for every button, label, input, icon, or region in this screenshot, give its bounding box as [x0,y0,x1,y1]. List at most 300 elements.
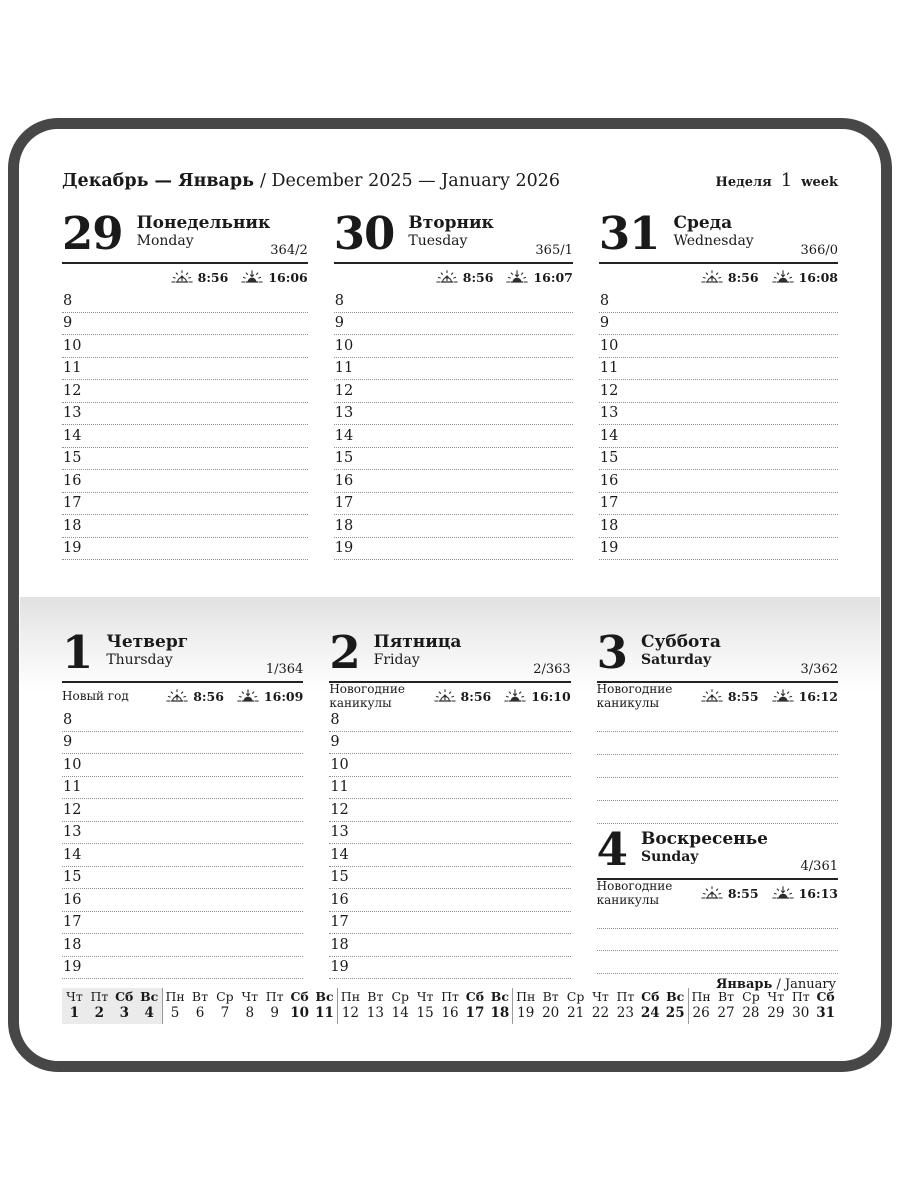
sun-times-row [62,683,303,709]
mini-cal-weekday: Вт [542,989,559,1004]
mini-cal-date: 8 [245,1005,255,1021]
hour-line-14 [599,425,838,448]
hour-label: 9 [334,315,344,331]
sunrise-time: 8:55 [727,688,759,704]
day-name-en: Saturday [640,652,712,668]
mini-cal-date: 9 [270,1005,279,1021]
hour-lines [334,290,573,560]
day-of-year: 2/363 [533,662,571,677]
hour-line-15 [599,448,838,471]
mini-cal-day-28 [738,988,763,1024]
hour-label: 12 [330,801,349,818]
day-names [641,829,801,865]
mini-cal-day-9 [262,988,287,1024]
mini-cal-date: 18 [490,1005,510,1021]
day-names [408,213,535,249]
weekend-column [596,626,838,992]
mini-cal-weekday: Сб [290,989,309,1004]
mini-cal-date: 30 [792,1005,810,1021]
hour-label: 10 [63,756,82,773]
hour-line-12 [334,380,573,403]
mini-cal-date: 25 [665,1005,685,1021]
mini-cal-date: 6 [195,1005,205,1021]
sunrise-time: 8:56 [193,688,224,704]
day-block-mon-29 [62,207,308,560]
hour-line-12 [62,799,303,822]
hour-line-13 [599,403,838,426]
mini-cal-day-17 [463,988,488,1024]
hour-label: 15 [599,450,619,466]
week-label-ru: Неделя [715,175,772,190]
hour-line-9 [599,313,838,336]
day-names [641,632,801,668]
day-of-year: 4/361 [800,859,838,874]
hour-label: 13 [599,405,619,421]
note-lines [597,906,838,974]
day-of-year: 1/364 [265,662,304,677]
sun-times-row [597,880,838,906]
hour-line-10 [599,335,838,358]
mini-cal-weekday: Вт [367,989,384,1004]
hour-line-12 [62,380,308,403]
hour-label: 8 [330,711,340,728]
hour-line-11 [62,358,308,381]
mini-cal-day-8 [237,988,262,1024]
mini-cal-date: 16 [441,1005,459,1021]
day-header [596,626,838,683]
mini-cal-date: 28 [742,1005,760,1021]
day-header [62,626,304,683]
sunrise-time: 8:56 [727,269,759,285]
mini-cal-date: 15 [416,1005,434,1021]
sunset-time: 16:06 [268,269,308,285]
day-header [596,823,838,880]
mini-cal-weekday: Чт [767,989,785,1004]
hour-line-8 [334,290,573,313]
hour-label: 10 [334,337,354,354]
blank-line [597,778,838,801]
mini-cal-day-10 [287,988,312,1024]
hour-label: 14 [330,846,349,863]
mini-cal-weekday: Чт [241,989,259,1004]
hour-label: 17 [330,914,349,930]
week-number: 1 [780,170,793,191]
hour-label: 15 [334,450,354,466]
mini-cal-day-5 [163,988,188,1024]
day-name-en: Friday [373,652,420,668]
sunrise-icon [171,270,193,285]
hour-line-19 [62,538,308,561]
mini-cal-date: 4 [144,1005,154,1021]
mini-cal-weekday: Вс [140,989,159,1004]
hour-line-8 [329,709,570,732]
day-names [106,632,266,668]
day-of-year: 364/2 [270,243,308,258]
sunset-icon [506,270,528,285]
hour-lines [62,709,303,979]
hour-line-17 [599,493,838,516]
sun-times-row [597,683,838,709]
hour-label: 9 [63,734,73,750]
hour-label: 12 [334,382,354,399]
sunset-icon [504,689,526,704]
hour-line-11 [334,358,573,381]
hour-line-18 [62,934,303,957]
hour-label: 8 [334,292,344,309]
hour-label: 17 [599,495,619,511]
hour-line-18 [599,515,838,538]
hour-label: 19 [334,540,354,556]
hour-label: 14 [599,427,619,444]
hour-line-9 [334,313,573,336]
hour-line-16 [599,470,838,493]
mini-cal-day-13 [363,988,388,1024]
hour-line-17 [329,912,570,935]
hour-label: 12 [63,382,82,399]
mini-cal-weekday: Пт [616,989,635,1004]
bottom-week-row [62,626,838,992]
hour-line-9 [62,313,308,336]
mini-cal-weekday: Вс [315,989,334,1004]
hour-label: 14 [334,427,354,444]
hour-label: 14 [63,846,82,863]
mini-cal-date: 26 [692,1005,710,1021]
week-label-en: week [801,175,838,190]
hour-label: 18 [334,517,354,534]
mini-cal-day-29 [763,988,788,1024]
mini-cal-weekday: Вт [191,989,209,1004]
day-number: 1 [62,626,93,679]
hour-line-19 [62,957,303,980]
mini-cal-date: 27 [717,1005,735,1021]
day-block-fri-2 [329,626,571,992]
blank-line [597,906,838,929]
mini-cal-weekday: Пн [691,989,711,1004]
mini-cal-weekday: Пн [165,989,185,1004]
hour-line-10 [62,754,303,777]
holiday-label: Новый год [62,689,129,703]
hour-label: 19 [63,540,82,556]
mini-cal-weekday: Чт [66,989,83,1004]
hour-line-9 [62,732,303,755]
hour-line-14 [62,425,308,448]
sun-times-row [329,683,570,709]
mini-cal-date: 12 [341,1005,360,1021]
hour-line-15 [334,448,573,471]
mini-cal-weekday: Ср [391,989,410,1004]
hour-line-16 [62,889,303,912]
day-number: 2 [329,626,360,679]
hour-label: 10 [599,337,619,354]
day-header [598,207,838,264]
day-header [62,207,308,264]
hour-line-13 [329,822,570,845]
day-header [329,626,571,683]
day-number: 3 [596,626,627,679]
mini-cal-date: 5 [170,1005,180,1021]
mini-cal-weekday: Пт [265,989,284,1004]
hour-label: 14 [63,427,82,444]
hour-label: 11 [330,779,349,795]
hour-label: 17 [63,914,82,930]
sunset-time: 16:08 [798,269,838,285]
sunset-time: 16:10 [531,688,571,704]
sunset-icon [241,270,263,285]
sunrise-icon [434,689,456,704]
hour-label: 16 [63,891,82,908]
mini-cal-day-22 [588,988,613,1024]
hour-label: 13 [334,405,354,421]
day-name-ru: Воскресенье [640,829,768,849]
day-names [137,213,271,249]
mini-cal-weekday: Сб [465,989,485,1004]
mini-cal-weekday: Ср [216,989,234,1004]
mini-cal-day-21 [563,988,588,1024]
month-title-en: / December 2025 — January 2026 [260,171,561,191]
hour-line-17 [334,493,573,516]
mini-cal-weekday: Пт [441,989,459,1004]
hour-label: 19 [63,959,82,975]
day-number: 29 [62,207,123,260]
hour-line-18 [62,515,308,538]
day-name-ru: Понедельник [136,213,271,233]
week-indicator [716,170,838,191]
hour-line-10 [329,754,570,777]
hour-label: 11 [599,360,619,376]
day-name-en: Tuesday [408,233,468,249]
hour-line-12 [599,380,838,403]
mini-cal-weekday: Ср [566,989,585,1004]
mini-cal-date: 7 [220,1005,230,1021]
day-name-en: Sunday [640,849,699,865]
hour-line-8 [62,709,303,732]
day-block-tue-30 [333,207,573,560]
day-number: 30 [333,207,395,260]
sunset-icon [237,689,259,704]
mini-cal-day-18 [487,988,513,1024]
mini-cal-day-14 [388,988,413,1024]
mini-cal-weekday: Вт [717,989,735,1004]
hour-label: 16 [330,891,349,908]
hour-label: 15 [63,450,82,466]
mini-cal-date: 31 [816,1005,836,1021]
sunrise-icon [701,270,723,285]
mini-cal-date: 1 [69,1005,80,1021]
hour-line-14 [334,425,573,448]
day-name-ru: Среда [673,213,733,233]
sunset-icon [772,270,794,285]
day-name-ru: Пятница [373,632,462,652]
hour-label: 9 [63,315,73,331]
blank-line [597,801,838,824]
sun-times-row [334,264,573,290]
day-number: 4 [596,823,627,876]
mini-cal-day-16 [438,988,463,1024]
hour-line-19 [599,538,838,561]
day-of-year: 365/1 [535,243,573,258]
hour-line-11 [329,777,570,800]
hour-label: 18 [330,936,349,953]
day-names [374,632,534,668]
holiday-label: Новогодние каникулы [329,682,405,710]
mini-cal-weekday: Вс [490,989,509,1004]
mini-cal-weekday: Ср [742,989,760,1004]
hour-label: 9 [330,734,340,750]
hour-label: 17 [63,495,82,511]
mini-cal-date: 13 [366,1005,384,1021]
day-name-ru: Вторник [408,213,494,233]
sunrise-time: 8:56 [197,269,229,285]
hour-line-10 [62,335,308,358]
month-title-ru: Декабрь — Январь [62,171,254,191]
hour-line-13 [62,822,303,845]
sunrise-time: 8:56 [462,269,494,285]
mini-cal-day-23 [613,988,638,1024]
sun-times-row [62,264,308,290]
hour-line-18 [329,934,570,957]
mini-cal-day-7 [212,988,237,1024]
hour-label: 8 [63,711,73,728]
hour-line-15 [62,448,308,471]
mini-cal-date: 17 [465,1005,485,1021]
sunrise-time: 8:56 [460,688,492,704]
mini-cal-day-31 [813,988,838,1024]
hour-label: 8 [599,292,610,309]
sun-times-row [599,264,838,290]
mini-cal-day-6 [188,988,213,1024]
mini-cal-weekday: Сб [641,989,660,1004]
hour-line-16 [329,889,570,912]
top-week-row [62,207,838,560]
day-number: 31 [598,207,660,260]
sunset-time: 16:07 [533,269,573,285]
sunset-time: 16:13 [798,885,838,901]
hour-line-16 [62,470,308,493]
mini-cal-day-24 [638,988,663,1024]
hour-label: 13 [63,824,82,840]
hour-lines [62,290,308,560]
mini-cal-day-1 [62,988,87,1024]
hour-line-19 [329,957,570,980]
sunset-time: 16:12 [798,688,838,704]
sunrise-icon [701,886,723,901]
mini-cal-weekday: Чт [416,989,434,1004]
hour-line-10 [334,335,573,358]
day-block-sun-4 [596,823,838,974]
mini-cal-date: 3 [119,1005,129,1021]
day-of-year: 3/362 [800,662,838,677]
hour-label: 12 [599,382,619,399]
day-of-year: 366/0 [800,243,838,258]
hour-label: 11 [334,360,354,376]
blank-line [597,755,838,778]
mini-cal-day-3 [112,988,137,1024]
hour-line-11 [599,358,838,381]
hour-line-17 [62,912,303,935]
hour-line-11 [62,777,303,800]
mini-cal-day-2 [87,988,112,1024]
mini-cal-day-25 [663,988,689,1024]
blank-line [597,732,838,755]
mini-cal-date: 19 [517,1005,535,1021]
hour-label: 12 [63,801,82,818]
sunset-icon [772,886,794,901]
day-name-en: Wednesday [673,233,754,249]
sunrise-icon [166,689,188,704]
sunset-icon [772,689,794,704]
mini-cal-weekday: Чт [592,989,609,1004]
mini-cal-date: 20 [542,1005,560,1021]
mini-cal-day-20 [538,988,563,1024]
day-block-wed-31 [598,207,838,560]
mini-cal-date: 2 [94,1005,105,1021]
hour-label: 16 [599,472,619,489]
mini-cal-day-27 [714,988,739,1024]
mini-cal-weekday: Вс [666,989,685,1004]
holiday-label: Новогодние каникулы [596,879,673,907]
hour-line-14 [329,844,570,867]
hour-label: 9 [599,315,610,331]
day-name-ru: Четверг [106,632,189,652]
day-name-ru: Суббота [640,632,721,652]
sunrise-icon [436,270,458,285]
day-names [674,213,801,249]
day-name-en: Thursday [106,652,173,668]
mini-calendar-title-ru: Январь [715,976,773,992]
hour-line-17 [62,493,308,516]
blank-line [597,951,838,974]
mini-cal-date: 23 [616,1005,634,1021]
hour-label: 13 [63,405,82,421]
hour-lines [599,290,838,560]
month-title [62,171,560,191]
hour-label: 11 [63,779,82,795]
hour-line-13 [62,403,308,426]
hour-line-15 [62,867,303,890]
mini-cal-day-19 [513,988,538,1024]
day-header [333,207,573,264]
blank-line [597,709,838,732]
hour-label: 15 [330,869,349,885]
hour-line-12 [329,799,570,822]
hour-line-14 [62,844,303,867]
day-name-en: Monday [136,233,194,249]
hour-label: 11 [63,360,82,376]
hour-line-15 [329,867,570,890]
mini-cal-day-4 [137,988,163,1024]
mini-calendar-title-en: / January [776,976,836,992]
mini-cal-date: 24 [640,1005,660,1021]
mini-cal-weekday: Пн [516,989,536,1004]
mini-cal-day-26 [689,988,714,1024]
hour-label: 8 [63,292,73,309]
day-block-sat-3 [596,626,838,824]
sunset-time: 16:09 [263,688,304,704]
holiday-label: Новогодние каникулы [596,682,673,710]
hour-line-19 [334,538,573,561]
hour-line-16 [334,470,573,493]
mini-cal-day-15 [413,988,438,1024]
mini-cal-date: 11 [315,1005,334,1021]
hour-label: 13 [330,824,349,840]
mini-cal-day-12 [338,988,363,1024]
hour-label: 15 [63,869,82,885]
hour-label: 10 [330,756,349,773]
mini-cal-weekday: Сб [816,989,835,1004]
sunrise-icon [701,689,723,704]
hour-line-18 [334,515,573,538]
hour-line-9 [329,732,570,755]
